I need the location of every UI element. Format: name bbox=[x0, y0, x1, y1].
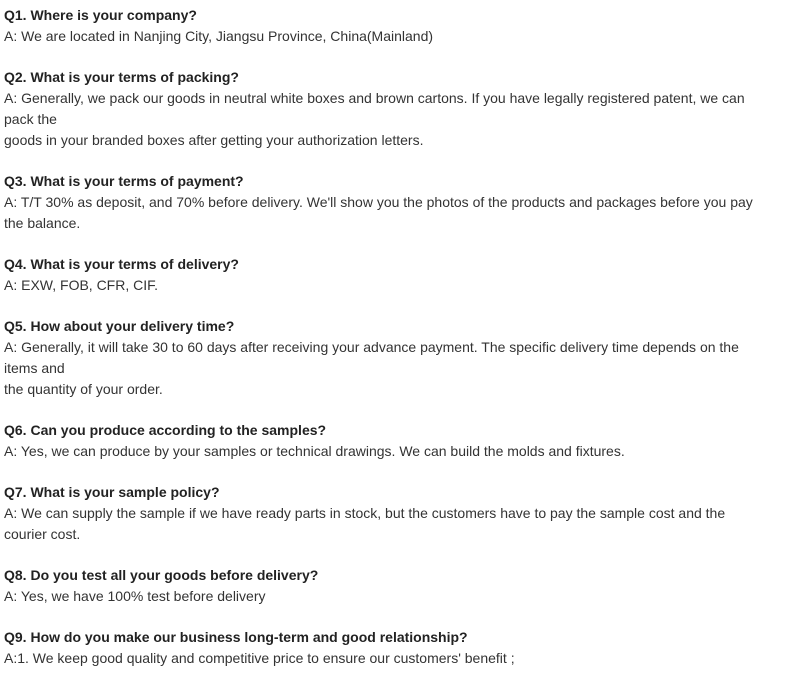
faq-item-q4 bbox=[4, 254, 796, 296]
faq-answer-line: A: Generally, we pack our goods in neutral white boxes and brown cartons. If you have legally registered patent, we can bbox=[4, 90, 745, 106]
faq-answer-line: the quantity of your order. bbox=[4, 381, 163, 397]
faq-item-q1 bbox=[4, 5, 796, 47]
faq-question: Q2. What is your terms of packing? bbox=[4, 69, 239, 85]
faq-answer-line: A: T/T 30% as deposit, and 70% before delivery. We'll show you the photos of the products and packages before you pay bbox=[4, 194, 753, 210]
faq-item-q2 bbox=[4, 67, 796, 151]
faq-answer-line: goods in your branded boxes after getting your authorization letters. bbox=[4, 132, 424, 148]
faq-answer-line: A: We are located in Nanjing City, Jiangsu Province, China(Mainland) bbox=[4, 28, 434, 44]
faq-answer-line: pack the bbox=[4, 111, 57, 127]
faq-question: Q6. Can you produce according to the samples? bbox=[4, 422, 327, 438]
faq-question: Q3. What is your terms of payment? bbox=[4, 173, 244, 189]
faq-list bbox=[4, 5, 796, 669]
faq-question: Q4. What is your terms of delivery? bbox=[4, 256, 239, 272]
faq-answer-line: the balance. bbox=[4, 215, 81, 231]
faq-answer-line: items and bbox=[4, 360, 65, 376]
faq-item-q3 bbox=[4, 171, 796, 234]
faq-answer-line: A:1. We keep good quality and competitive price to ensure our customers' benefit ; bbox=[4, 650, 515, 666]
faq-question: Q1. Where is your company? bbox=[4, 7, 197, 23]
faq-question: Q5. How about your delivery time? bbox=[4, 318, 235, 334]
faq-question: Q7. What is your sample policy? bbox=[4, 484, 220, 500]
faq-item-q5 bbox=[4, 316, 796, 400]
faq-answer-line: A: Generally, it will take 30 to 60 days after receiving your advance payment. The specific delivery time depends on the bbox=[4, 339, 739, 355]
faq-answer-line: A: We can supply the sample if we have ready parts in stock, but the customers have to pay the sample cost and the bbox=[4, 505, 726, 521]
faq-answer-line: A: EXW, FOB, CFR, CIF. bbox=[4, 277, 159, 293]
faq-question: Q8. Do you test all your goods before delivery? bbox=[4, 567, 319, 583]
faq-item-q6 bbox=[4, 420, 796, 462]
faq-item-q9 bbox=[4, 627, 796, 669]
faq-item-q8 bbox=[4, 565, 796, 607]
faq-question: Q9. How do you make our business long-term and good relationship? bbox=[4, 629, 468, 645]
faq-item-q7 bbox=[4, 482, 796, 545]
faq-answer-line: A: Yes, we can produce by your samples or technical drawings. We can build the molds and fixtures. bbox=[4, 443, 625, 459]
faq-answer-line: courier cost. bbox=[4, 526, 81, 542]
faq-answer-line: A: Yes, we have 100% test before delivery bbox=[4, 588, 266, 604]
